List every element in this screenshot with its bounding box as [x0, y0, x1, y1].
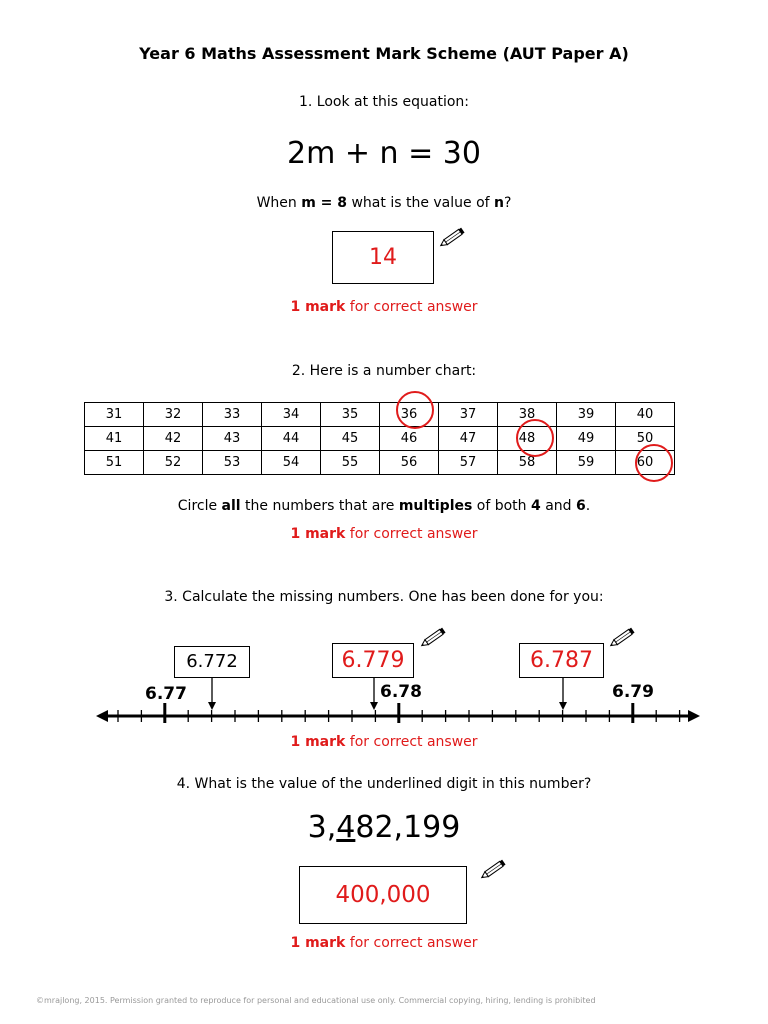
chart-cell: 49	[557, 427, 616, 451]
page-title: Year 6 Maths Assessment Mark Scheme (AUT Paper A)	[139, 44, 629, 63]
chart-cell: 41	[85, 427, 144, 451]
q4-mark	[0, 935, 768, 951]
q2-instr-bold: multiples	[398, 498, 473, 514]
q1-prompt: 1. Look at this equation:	[298, 94, 470, 110]
chart-cell: 58	[498, 451, 557, 475]
tick-label: 6.78	[380, 682, 422, 702]
q2-instr-text: and	[540, 498, 576, 514]
tick-label: 6.77	[145, 684, 187, 704]
q3-answer-2: 6.787	[530, 648, 593, 673]
q1-answer: 14	[369, 245, 397, 270]
chart-cell: 60	[616, 451, 675, 475]
q2-mark-bold: 1 mark	[290, 526, 346, 542]
chart-cell: 55	[321, 451, 380, 475]
q2-instr-text: of both	[472, 498, 531, 514]
q4-number	[0, 810, 768, 845]
chart-cell: 57	[439, 451, 498, 475]
chart-cell: 51	[85, 451, 144, 475]
chart-cell: 47	[439, 427, 498, 451]
copyright-footer: ©mrajlong, 2015. Permission granted to reproduce for personal and educational use only. Commercial copying, hiring, lending is prohibited	[36, 996, 596, 1005]
q4-answer: 400,000	[335, 882, 431, 908]
q3-prompt: 3. Calculate the missing numbers. One has been done for you:	[164, 589, 604, 605]
q1-question-m: m = 8	[301, 195, 348, 211]
q2-instr-bold: 6	[576, 498, 586, 514]
chart-cell: 31	[85, 403, 144, 427]
chart-cell: 39	[557, 403, 616, 427]
chart-cell: 36	[380, 403, 439, 427]
q2-instr-bold: 4	[531, 498, 541, 514]
example-value: 6.772	[186, 651, 238, 672]
q1-question-n: n	[494, 195, 504, 211]
chart-cell: 37	[439, 403, 498, 427]
q4-number-part: 82,199	[355, 810, 461, 845]
chart-cell: 43	[203, 427, 262, 451]
q3-mark-bold: 1 mark	[290, 734, 346, 750]
chart-cell: 50	[616, 427, 675, 451]
q3-mark	[0, 734, 768, 750]
q4-number-part: 3,	[307, 810, 337, 845]
chart-cell: 48	[498, 427, 557, 451]
q1-mark-bold: 1 mark	[290, 299, 346, 315]
chart-cell: 56	[380, 451, 439, 475]
q2-instr-bold: all	[221, 498, 241, 514]
tick-label: 6.79	[612, 682, 654, 702]
q4-answer-box	[299, 866, 467, 924]
q4-underlined-digit: 4	[336, 810, 356, 845]
chart-cell: 54	[262, 451, 321, 475]
q3-mark-rest: for correct answer	[345, 734, 478, 750]
chart-cell: 52	[144, 451, 203, 475]
pencil-icon	[479, 858, 509, 880]
q1-equation: 2m + n = 30	[287, 136, 481, 171]
arrow-right-icon	[688, 710, 700, 722]
chart-cell: 32	[144, 403, 203, 427]
arrow-down-icon	[370, 702, 378, 710]
chart-cell: 33	[203, 403, 262, 427]
chart-cell: 53	[203, 451, 262, 475]
chart-cell: 45	[321, 427, 380, 451]
arrow-down-icon	[208, 702, 216, 710]
q3-answer-1: 6.779	[341, 648, 405, 673]
chart-cell: 46	[380, 427, 439, 451]
arrow-left-icon	[96, 710, 108, 722]
q1-question-text: When	[256, 195, 302, 211]
chart-cell: 34	[262, 403, 321, 427]
q1-mark-rest: for correct answer	[345, 299, 478, 315]
q1-question-text: what is the value of	[347, 195, 495, 211]
chart-cell: 38	[498, 403, 557, 427]
q4-mark-bold: 1 mark	[290, 935, 346, 951]
q2-mark-rest: for correct answer	[345, 526, 478, 542]
arrow-down-icon	[559, 702, 567, 710]
q2-instr-text: .	[585, 498, 591, 514]
q2-prompt: 2. Here is a number chart:	[291, 363, 477, 379]
q2-instr-text: the numbers that are	[240, 498, 399, 514]
chart-cell: 35	[321, 403, 380, 427]
q1-question-text: ?	[504, 195, 512, 211]
q2-instr-text: Circle	[177, 498, 222, 514]
chart-cell: 42	[144, 427, 203, 451]
number-line-ticks	[118, 703, 680, 723]
chart-cell: 59	[557, 451, 616, 475]
q4-prompt: 4. What is the value of the underlined digit in this number?	[176, 776, 592, 792]
q4-mark-rest: for correct answer	[345, 935, 478, 951]
chart-cell: 44	[262, 427, 321, 451]
chart-cell: 40	[616, 403, 675, 427]
